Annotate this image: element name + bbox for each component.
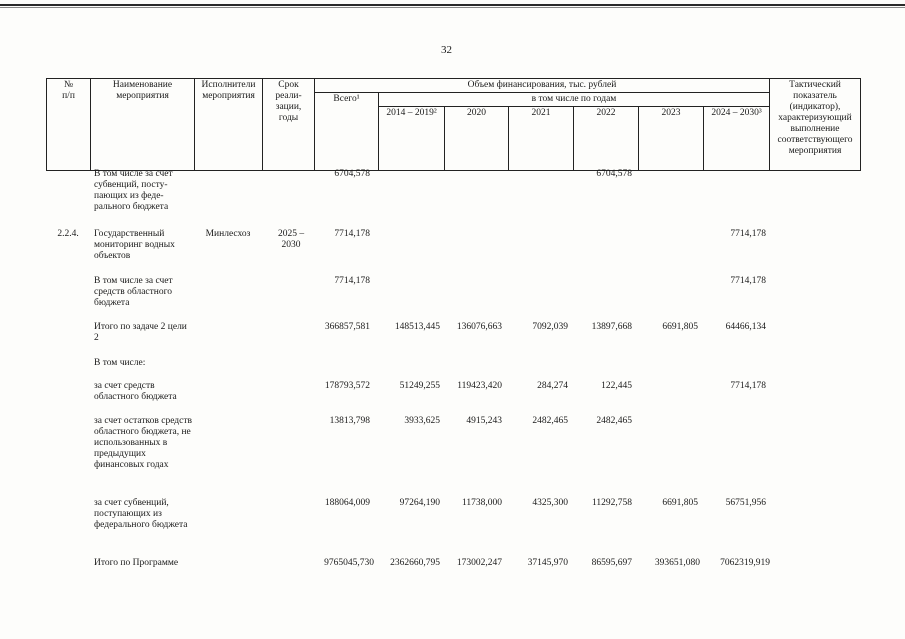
row-y2020: 136076,663 (456, 322, 502, 332)
header-y2024: 2024 – 2030³ (704, 107, 770, 171)
row-exec: Минлесхоз (205, 229, 251, 239)
row-name: В том числе: (94, 358, 146, 368)
row-total: 178793,572 (324, 381, 370, 391)
row-total: 13813,798 (329, 416, 370, 426)
header-y2022: 2022 (574, 107, 639, 171)
row-name: за счет субвенций, поступающих из федерального бюджета (94, 498, 188, 530)
row-y2024: 7714,178 (730, 276, 766, 286)
row-total: 7714,178 (334, 229, 370, 239)
row-y2024: 64466,134 (725, 322, 766, 332)
row-y1: 97264,190 (399, 498, 440, 508)
header-funding: Объем финансирования, тыс. рублей (315, 79, 770, 93)
row-total: 9765045,730 (324, 558, 374, 568)
row-total: 6704,578 (334, 169, 370, 179)
header-by-years: в том числе по годам (379, 93, 770, 107)
row-y2022: 2482,465 (596, 416, 632, 426)
row-name: В том числе за счет средств областного бюджета (94, 276, 173, 308)
row-y2020: 4915,243 (466, 416, 502, 426)
row-name: Итого по Программе (94, 558, 179, 568)
row-y2022: 86595,697 (591, 558, 632, 568)
header-name: Наименование мероприятия (91, 79, 195, 171)
row-y1: 3933,625 (404, 416, 440, 426)
header-y2020: 2020 (445, 107, 509, 171)
row-y2020: 11738,000 (461, 498, 502, 508)
row-y2022: 11292,758 (591, 498, 632, 508)
row-y1: 51249,255 (399, 381, 440, 391)
row-num: 2.2.4. (57, 229, 79, 239)
row-y2022: 6704,578 (596, 169, 632, 179)
row-y2022: 122,445 (601, 381, 632, 391)
header-total: Всего¹ (315, 93, 379, 171)
header-term: Срок реали- зации, годы (263, 79, 315, 171)
row-name: Государственный мониторинг водных объектов (94, 229, 175, 261)
row-name: Итого по задаче 2 цели 2 (94, 322, 187, 343)
row-y2020: 173002,247 (456, 558, 502, 568)
row-total: 7714,178 (334, 276, 370, 286)
row-y2024: 56751,956 (725, 498, 766, 508)
header-indicator: Тактический показатель (индикатор), характеризующий выполнение соответствующего мероприятия (770, 79, 861, 171)
row-y1: 148513,445 (394, 322, 440, 332)
row-y2021: 7092,039 (532, 322, 568, 332)
table-header (46, 78, 861, 171)
row-y2023: 393651,080 (654, 558, 700, 568)
row-y2021: 2482,465 (532, 416, 568, 426)
row-name: за счет средств областного бюджета (94, 381, 177, 402)
row-y1: 2362660,795 (390, 558, 440, 568)
row-term: 2025 – 2030 (277, 229, 305, 250)
header-y2023: 2023 (639, 107, 704, 171)
row-y2023: 6691,805 (662, 322, 698, 332)
row-total: 188064,009 (324, 498, 370, 508)
row-y2021: 37145,970 (527, 558, 568, 568)
row-name: В том числе за счет субвенций, посту-пающих из феде-рального бюджета (94, 169, 173, 212)
row-total: 366857,581 (324, 322, 370, 332)
row-y2024: 7714,178 (730, 229, 766, 239)
row-y2022: 13897,668 (591, 322, 632, 332)
row-name: за счет остатков средств областного бюджета, не использованных в предыдущих финансовых годах (94, 416, 192, 470)
page-number: 32 (441, 44, 452, 56)
row-y2021: 284,274 (537, 381, 568, 391)
scan-edge-line (0, 4, 905, 6)
row-y2023: 6691,805 (662, 498, 698, 508)
header-y2021: 2021 (509, 107, 574, 171)
row-y2024: 7062319,919 (720, 558, 770, 568)
header-exec: Исполнители мероприятия (195, 79, 263, 171)
row-y2024: 7714,178 (730, 381, 766, 391)
scan-edge-line-thin (0, 7, 905, 8)
row-y2020: 119423,420 (457, 381, 502, 391)
header-y1: 2014 – 2019² (379, 107, 445, 171)
header-num: № п/п (47, 79, 91, 171)
row-y2021: 4325,300 (532, 498, 568, 508)
